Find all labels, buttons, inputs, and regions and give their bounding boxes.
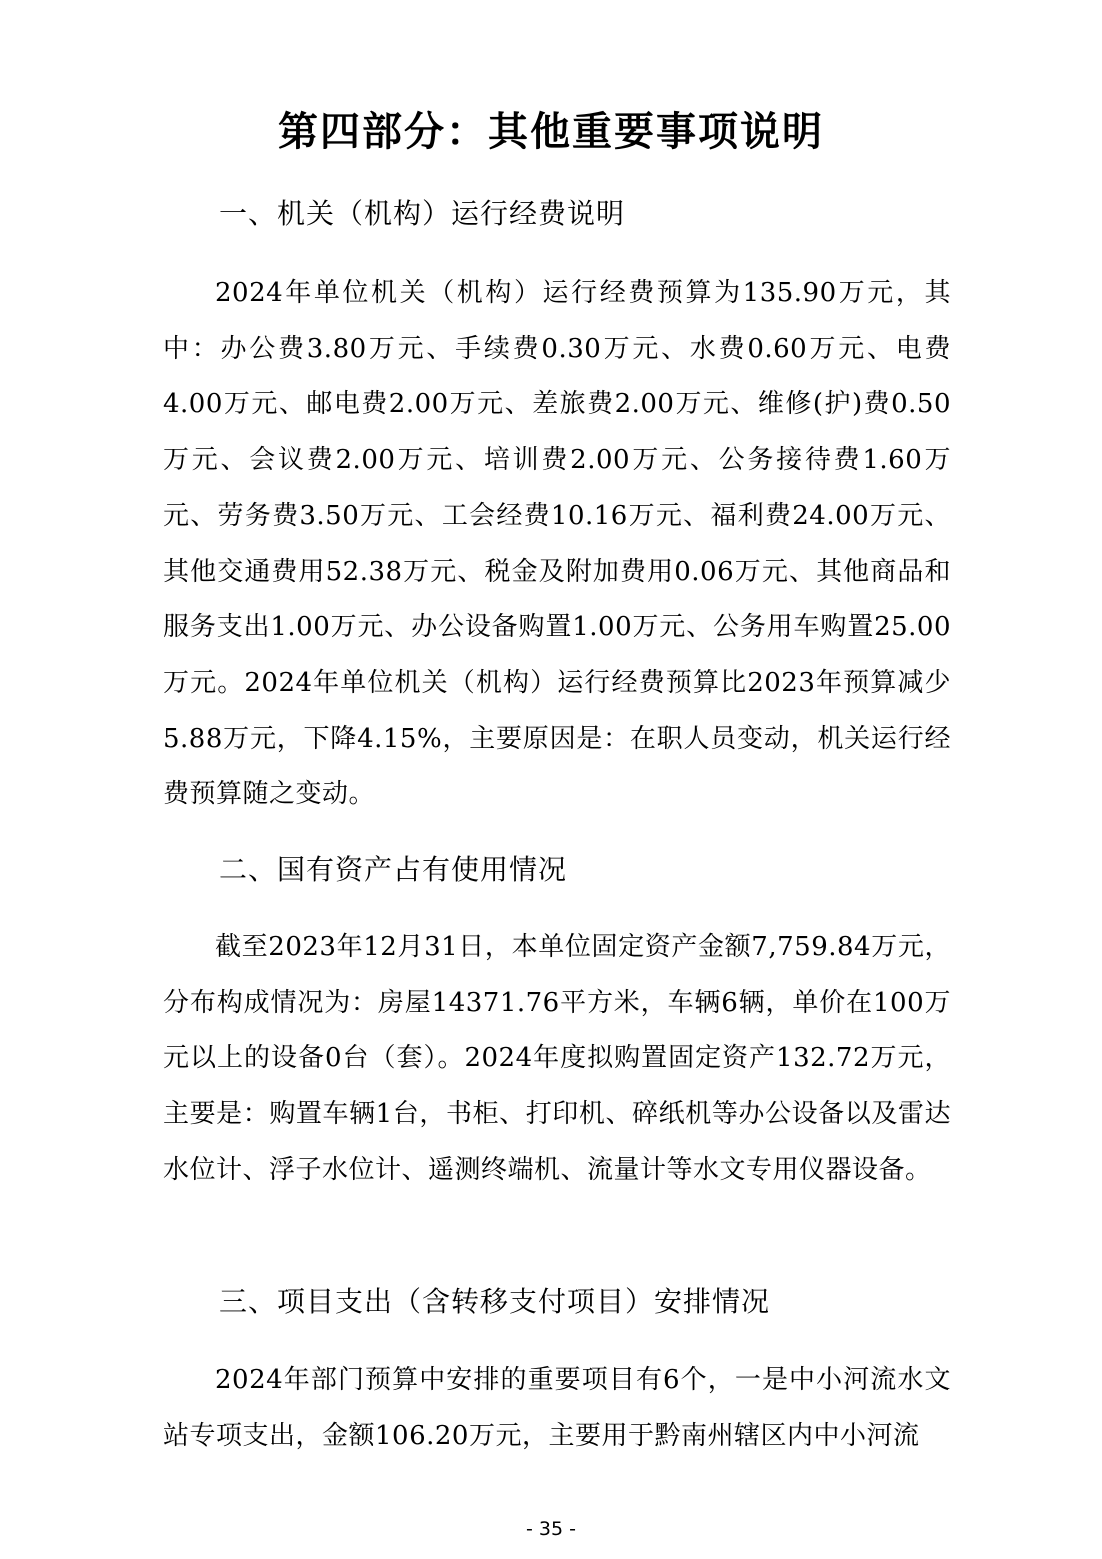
section-heading-state-assets: 二、国有资产占有使用情况: [219, 853, 568, 886]
page-number: - 35 -: [526, 1518, 576, 1540]
page-title: 第四部分：其他重要事项说明: [278, 109, 824, 155]
section-heading-operating-expenses: 一、机关（机构）运行经费说明: [219, 197, 626, 230]
section-paragraph-state-assets: 截至2023年12月31日，本单位固定资产金额7,759.84万元，分布构成情况为：房屋14371.76平方米，车辆6辆，单价在100万元以上的设备0台（套）。2024年度拟购置固定资产132.72万元，主要是：购置车辆1台，书柜、打印机、碎纸机等办公设备以及雷达水位计、浮子水位计、遥测终端机、流量计等水文专用仪器设备。: [163, 932, 951, 1185]
section-paragraph-project-expenditure: 2024年部门预算中安排的重要项目有6个，一是中小河流水文站专项支出，金额106.20万元，主要用于黔南州辖区内中小河流: [163, 1365, 951, 1451]
section-heading-project-expenditure: 三、项目支出（含转移支付项目）安排情况: [219, 1285, 771, 1318]
section-paragraph-operating-expenses: 2024年单位机关（机构）运行经费预算为135.90万元，其中：办公费3.80万元、手续费0.30万元、水费0.60万元、电费4.00万元、邮电费2.00万元、差旅费2.00万元、维修(护)费0.50万元、会议费2.00万元、培训费2.00万元、公务接待费1.60万元、劳务费3.50万元、工会经费10.16万元、福利费24.00万元、其他交通费用52.38万元、税金及附加费用0.06万元、其他商品和服务支出1.00万元、办公设备购置1.00万元、公务用车购置25.00万元。2024年单位机关（机构）运行经费预算比2023年预算减少5.88万元，下降4.15%，主要原因是：在职人员变动，机关运行经费预算随之变动。: [163, 278, 951, 810]
